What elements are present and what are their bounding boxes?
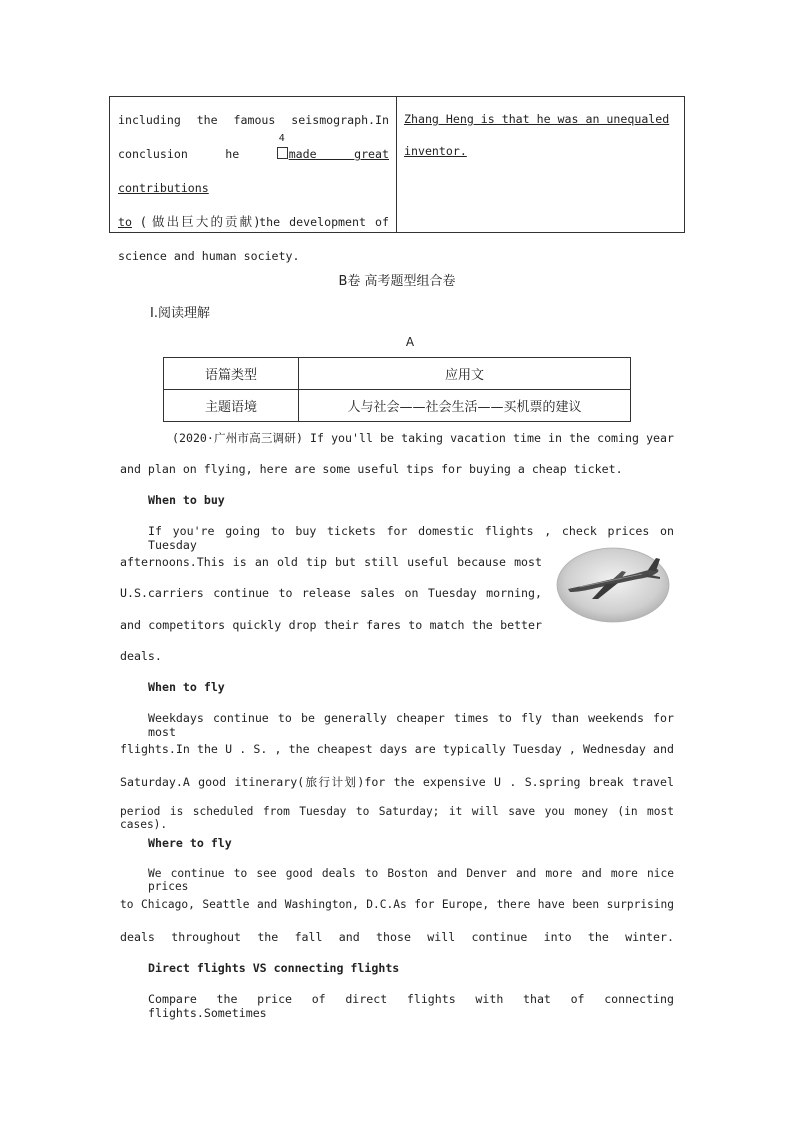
p1-line-2: afternoons.This is an old tip but still useful because most (120, 555, 542, 569)
blank-number: 4 (278, 133, 285, 144)
p1-line-4: and competitors quickly drop their fares to match the better (120, 618, 542, 632)
p2-line-3: Saturday.A good itinerary(旅行计划)for the expensive U . S.spring break travel (120, 775, 674, 789)
right-line-2: inventor. (404, 144, 467, 158)
p2-line-1: Weekdays continue to be generally cheaper times to fly than weekends for most (148, 711, 674, 739)
info-key: 主题语境 (164, 390, 299, 422)
intro-line-1: (2020·广州市高三调研) If you'll be taking vacation time in the coming year (172, 431, 674, 445)
airplane-photo (556, 547, 670, 623)
left-line-2 (118, 133, 389, 205)
info-row (164, 390, 631, 422)
heading-where-to-fly: Where to fly (148, 836, 232, 850)
section-title: B卷 高考题型组合卷 (338, 274, 456, 289)
p2-line-2: flights.In the U . S. , the cheapest days are typically Tuesday , Wednesday and (120, 742, 674, 756)
info-table (163, 357, 631, 422)
answer-table-left-cell (110, 97, 397, 263)
section-label: Ⅰ.阅读理解 (150, 306, 210, 321)
info-key: 语篇类型 (164, 358, 299, 390)
info-value: 人与社会——社会生活——买机票的建议 (299, 390, 631, 422)
p3-line-1: We continue to see good deals to Boston and Denver and more and more nice prices (148, 867, 674, 893)
p1-line-3: U.S.carriers continue to release sales on Tuesday morning, (120, 586, 542, 600)
left-line-1: including the famous seismograph.In (118, 113, 389, 127)
p4-line-1: Compare the price of direct flights with that of connecting flights.Sometimes (148, 992, 674, 1020)
left-line-4: science and human society. (118, 249, 300, 263)
answer-table-right-cell (397, 97, 684, 232)
answer-phrase: made great contributions (118, 147, 389, 195)
info-row (164, 358, 631, 390)
left-line-2-pre: conclusion he (118, 147, 277, 161)
p2-line-4: period is scheduled from Tuesday to Saturday; it will save you money (in most cases). (120, 805, 674, 831)
right-line-1: Zhang Heng is that he was an unequaled (404, 112, 670, 126)
info-value: 应用文 (299, 358, 631, 390)
answer-phrase-to: to (118, 215, 132, 229)
chinese-gloss: ( 做出巨大的贡献) (141, 214, 260, 229)
answer-table (109, 96, 685, 263)
blank-box-icon (277, 133, 288, 159)
heading-when-to-fly: When to fly (148, 680, 225, 694)
p1-line-5: deals. (120, 649, 162, 663)
p1-line-1: If you're going to buy tickets for domestic flights , check prices on Tuesday (148, 524, 674, 552)
passage-letter: A (405, 335, 415, 349)
intro-line-2: and plan on flying, here are some useful tips for buying a cheap ticket. (120, 462, 623, 476)
heading-direct-vs-connecting: Direct flights VS connecting flights (148, 961, 400, 975)
left-line-3 (118, 205, 389, 239)
p3-line-2: to Chicago, Seattle and Washington, D.C.As for Europe, there have been surprising (120, 898, 674, 911)
heading-when-to-buy: When to buy (148, 493, 225, 507)
p3-line-3: deals throughout the fall and those will continue into the winter. (120, 930, 674, 944)
left-line-3-post: the development of (259, 215, 390, 229)
